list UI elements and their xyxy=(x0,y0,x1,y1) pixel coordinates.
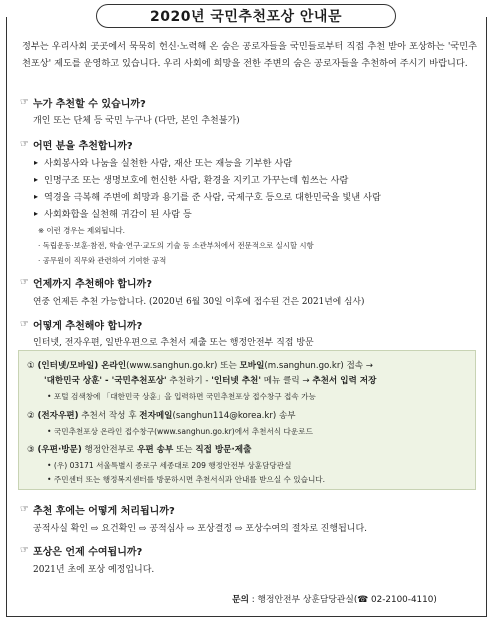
contact-label: 문의 xyxy=(232,595,249,605)
pointing-hand-icon: ☞ xyxy=(20,319,29,330)
answer-when: 연중 언제든 추천 가능합니다. (2020년 6월 30일 이후에 접수된 건은 2021년에 심사) xyxy=(33,297,365,307)
exclusion-note: · 독립운동·보훈·참전, 학술·연구·교도의 기술 등 소관부처에서 전문적으로 실시할 시항 xyxy=(38,241,314,250)
answer-who: 개인 또는 단체 등 국민 누구나 (다만, 본인 추천불가) xyxy=(33,116,240,126)
method-email-line1: ② (전자우편) 추천서 작성 후 전자메일(sanghun114@korea.kr) 송부 xyxy=(27,411,296,421)
method-online-line2: '대한민국 상훈' - '국민추천포상' 추천하기 - '인터넷 추천' 메뉴 클릭 → 추천서 입력 저장 xyxy=(44,376,377,386)
question-when xyxy=(20,275,152,290)
method-email-sub: • 국민추천포상 온라인 접수창구(www.sanghun.go.kr)에서 추천서식 다운로드 xyxy=(47,427,313,436)
answer-how: 인터넷, 전자우편, 일반우편으로 추천서 제출 또는 행정안전부 직접 방문 xyxy=(33,338,314,348)
question-whom-text: 어떤 분을 추천합니까? xyxy=(32,141,133,152)
question-how-text: 어떻게 추천해야 합니까? xyxy=(32,321,143,332)
exclusion-note-title: ※ 이런 경우는 제외됩니다. xyxy=(38,226,125,235)
exclusion-note: · 공무원이 직무와 관련하여 기여한 공적 xyxy=(38,256,167,265)
method-mail-sub-center: • 주민센터 또는 행정복지센터를 방문하시면 추천서식과 안내를 받으실 수 있습니다. xyxy=(47,475,326,484)
bullet-triangle-icon: ▸ xyxy=(34,157,39,167)
question-who xyxy=(20,95,146,110)
answer-after: 공적사실 확인 ⇨ 요건확인 ⇨ 공적심사 ⇨ 포상결정 ⇨ 포상수여의 절차로 진행됩니다. xyxy=(33,524,368,534)
bullet-triangle-icon: ▸ xyxy=(34,208,39,218)
pointing-hand-icon: ☞ xyxy=(20,277,29,288)
page-title: 2020년 국민추천포상 안내문 xyxy=(150,9,342,25)
list-item: ▸ 사회화합을 실천해 귀감이 된 사람 등 xyxy=(34,208,192,220)
question-how xyxy=(20,317,142,332)
question-after xyxy=(20,502,175,517)
submission-methods-box xyxy=(18,350,476,490)
method-mail-sub-address: • (우) 03171 서울특별시 종로구 세종대로 209 행정안전부 상훈담당관실 xyxy=(47,461,292,470)
pointing-hand-icon: ☞ xyxy=(20,504,29,515)
pointing-hand-icon: ☞ xyxy=(20,97,29,108)
bullet-triangle-icon: ▸ xyxy=(34,174,39,184)
question-when-text: 언제까지 추천해야 합니까? xyxy=(32,279,152,290)
pointing-hand-icon: ☞ xyxy=(20,139,29,150)
answer-award: 2021년 초에 포상 예정입니다. xyxy=(33,565,155,575)
bullet-triangle-icon: ▸ xyxy=(34,191,39,201)
contact-info xyxy=(232,592,437,605)
pointing-hand-icon: ☞ xyxy=(20,545,29,556)
question-after-text: 추천 후에는 어떻게 처리됩니까? xyxy=(32,506,175,517)
method-mail-line1: ③ (우편·방문) 행정안전부로 우편 송부 또는 직접 방문·제출 xyxy=(27,445,252,455)
question-who-text: 누가 추천할 수 있습니까? xyxy=(32,99,146,110)
question-whom xyxy=(20,137,133,152)
list-item: ▸ 인명구조 또는 생명보호에 헌신한 사람, 환경을 지키고 가꾸는데 힘쓰는 사람 xyxy=(34,174,349,186)
method-online-line1: ① (인터넷/모바일) 온라인(www.sanghun.go.kr) 또는 모바일(m.sanghun.go.kr) 접속 → xyxy=(27,361,373,371)
list-item: ▸ 사회봉사와 나눔을 실천한 사람, 재산 또는 재능을 기부한 사람 xyxy=(34,157,293,169)
intro-paragraph: 정부는 우리사회 곳곳에서 묵묵히 헌신·노력해 온 숨은 공로자들을 국민들로부터 직접 추천 받아 포상하는 '국민추천포상' 제도를 운영하고 있습니다. 우리 사회에 희망을 전한 주변의 숨은 공로자들을 추천하여 주시기 바랍니다. xyxy=(22,41,477,69)
title-box xyxy=(96,4,396,28)
method-online-sub: • 포털 검색창에 「대한민국 상훈」을 입력하면 국민추천포상 접수창구 접속 가능 xyxy=(47,392,316,401)
contact-text: : 행정안전부 상훈담당관실(☎ 02-2100-4110) xyxy=(249,595,437,605)
question-award-text: 포상은 언제 수여됩니까? xyxy=(32,547,143,558)
list-item: ▸ 역경을 극복해 주변에 희망과 용기를 준 사람, 국제구호 등으로 대한민국을 빛낸 사람 xyxy=(34,191,381,203)
question-award xyxy=(20,543,142,558)
